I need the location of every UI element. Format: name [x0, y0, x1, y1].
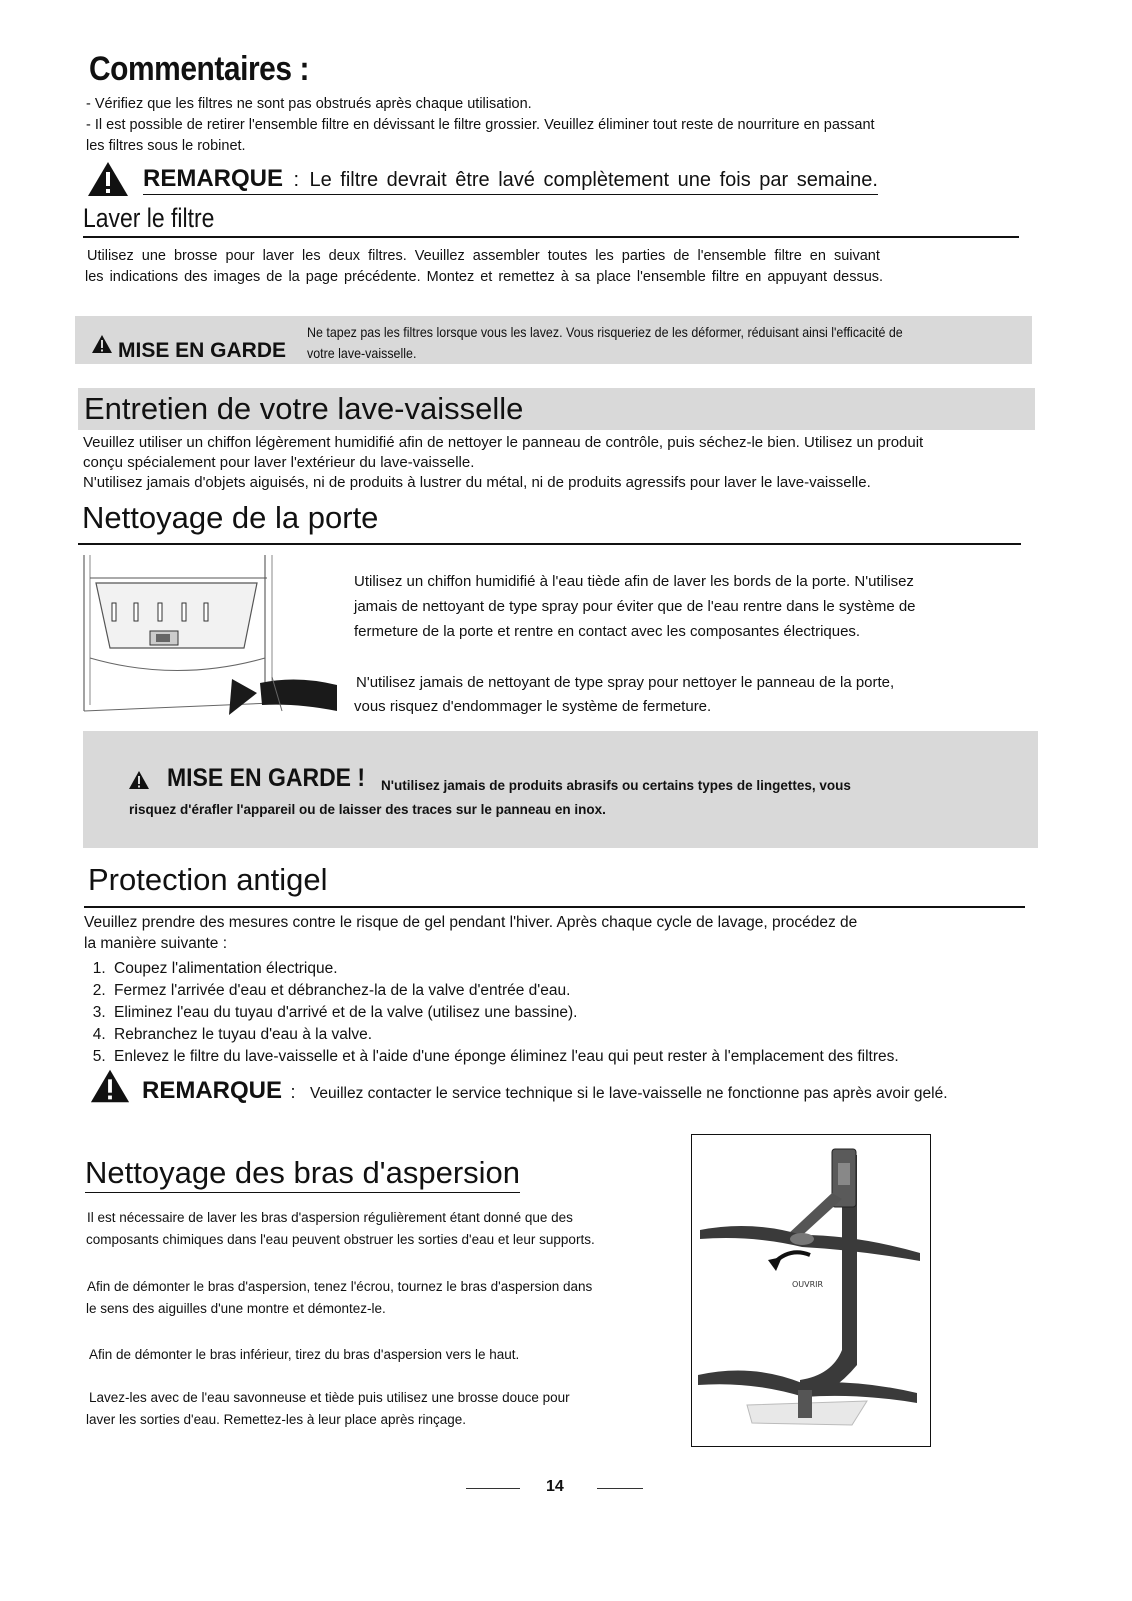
warning-triangle-icon	[89, 1067, 131, 1110]
warning-triangle-icon	[86, 160, 130, 203]
list-item: 3. Eliminez l'eau du tuyau d'arrivé et de la valve (utilisez une bassine).	[110, 1002, 1070, 1024]
laver-line-1: Utilisez une brosse pour laver les deux filtres. Veuillez assembler toutes les parties de l'ensemble filtre en suivant	[87, 248, 880, 264]
remarque-separator: :	[293, 169, 300, 191]
footer-line-right	[597, 1488, 643, 1489]
bras-p2-line-2: le sens des aiguilles d'une montre et démontez-le.	[86, 1301, 386, 1316]
remarque-label: REMARQUE	[143, 165, 284, 192]
door-illustration	[82, 553, 342, 723]
antigel-steps	[84, 958, 1070, 1068]
bras-p1-line-2: composants chimiques dans l'eau peuvent obstruer les sorties d'eau et leur supports.	[86, 1232, 595, 1247]
remarque-2	[142, 1077, 948, 1105]
warning-2-line-1: N'utilisez jamais de produits abrasifs ou certains types de lingettes, vous	[381, 778, 851, 793]
remarque-label: REMARQUE	[142, 1077, 283, 1104]
spray-arm-illustration	[691, 1134, 931, 1447]
commentaires-title: Commentaires :	[89, 50, 309, 88]
list-item: 2. Fermez l'arrivée d'eau et débranchez-la de la valve d'entrée d'eau.	[110, 980, 1070, 1002]
porte-p1-line-3: fermeture de la porte et rentre en contact avec les composantes électriques.	[354, 623, 861, 640]
remarque-1	[143, 165, 878, 195]
commentaires-line-1: - Vérifiez que les filtres ne sont pas obstrués après chaque utilisation.	[86, 96, 532, 112]
remarque-text: Veuillez contacter le service technique si le lave-vaisselle ne fonctionne pas après avoir gelé.	[309, 1085, 948, 1102]
laver-title: Laver le filtre	[83, 203, 215, 233]
laver-line-2: les indications des images de la page précédente. Montez et remettez à sa place l'ensemble filtre en appuyant dessus.	[85, 269, 884, 285]
porte-p2-line-1: N'utilisez jamais de nettoyant de type spray pour nettoyer le panneau de la porte,	[356, 674, 895, 691]
list-item: 5. Enlevez le filtre du lave-vaisselle et à l'aide d'une éponge éliminez l'eau qui peut rester à l'emplacement des filtres.	[110, 1046, 1070, 1068]
warning-1-label: MISE EN GARDE	[118, 339, 287, 362]
porte-title: Nettoyage de la porte	[82, 500, 379, 535]
bras-p4-line-2: laver les sorties d'eau. Remettez-les à leur place après rinçage.	[86, 1412, 467, 1427]
warning-2-label: MISE EN GARDE !	[167, 764, 366, 792]
bras-title: Nettoyage des bras d'aspersion	[85, 1155, 520, 1193]
antigel-rule	[84, 906, 1025, 908]
warning-small-icon	[91, 334, 113, 359]
warning-2-icon	[128, 770, 150, 795]
entretien-line-2: conçu spécialement pour laver l'extérieur du lave-vaisselle.	[83, 454, 475, 471]
antigel-title: Protection antigel	[88, 862, 328, 897]
porte-p2-line-2: vous risquez d'endommager le système de fermeture.	[354, 698, 712, 715]
porte-p1-line-2: jamais de nettoyant de type spray pour éviter que de l'eau rentre dans le système de	[354, 598, 916, 615]
bras-p1-line-1: Il est nécessaire de laver les bras d'aspersion régulièrement étant donné que des	[87, 1210, 573, 1225]
porte-p1-line-1: Utilisez un chiffon humidifié à l'eau tiède afin de laver les bords de la porte. N'utilisez	[354, 573, 914, 590]
footer-line-left	[466, 1488, 520, 1489]
bras-p4-line-1: Lavez-les avec de l'eau savonneuse et tiède puis utilisez une brosse douce pour	[89, 1390, 570, 1405]
warning-2-line-2: risquez d'érafler l'appareil ou de laisser des traces sur le panneau en inox.	[129, 802, 606, 817]
antigel-line-2: la manière suivante :	[84, 935, 228, 952]
commentaires-line-3: les filtres sous le robinet.	[86, 138, 246, 154]
remarque-text: Le filtre devrait être lavé complètement une fois par semaine.	[309, 169, 878, 191]
bras-p2-line-1: Afin de démonter le bras d'aspersion, tenez l'écrou, tournez le bras d'aspersion dans	[87, 1279, 593, 1294]
remarque-separator: :	[290, 1082, 296, 1102]
commentaires-line-2: - Il est possible de retirer l'ensemble filtre en dévissant le filtre grossier. Veuillez éliminer tout reste de nourriture en passant	[86, 117, 875, 133]
porte-rule	[78, 543, 1021, 545]
list-item: 1. Coupez l'alimentation électrique.	[110, 958, 1070, 980]
antigel-line-1: Veuillez prendre des mesures contre le risque de gel pendant l'hiver. Après chaque cycle de lavage, procédez de	[84, 914, 858, 931]
entretien-line-1: Veuillez utiliser un chiffon légèrement humidifié afin de nettoyer le panneau de contrôle, puis séchez-le bien. Utilisez un produit	[83, 434, 924, 451]
warning-1-line-1: Ne tapez pas les filtres lorsque vous les lavez. Vous risqueriez de les déformer, réduisant ainsi l'efficacité de	[307, 324, 903, 340]
page-number: 14	[546, 1478, 564, 1495]
laver-rule	[83, 236, 1019, 238]
entretien-line-3: N'utilisez jamais d'objets aiguisés, ni de produits à lustrer du métal, ni de produits agressifs pour laver le lave-vaisselle.	[83, 474, 871, 491]
figure-label-ouvrir: OUVRIR	[792, 1280, 824, 1289]
entretien-title: Entretien de votre lave-vaisselle	[84, 391, 524, 426]
list-item: 4. Rebranchez le tuyau d'eau à la valve.	[110, 1024, 1070, 1046]
warning-1-line-2: votre lave-vaisselle.	[307, 345, 417, 361]
bras-p3: Afin de démonter le bras inférieur, tirez du bras d'aspersion vers le haut.	[89, 1347, 520, 1362]
